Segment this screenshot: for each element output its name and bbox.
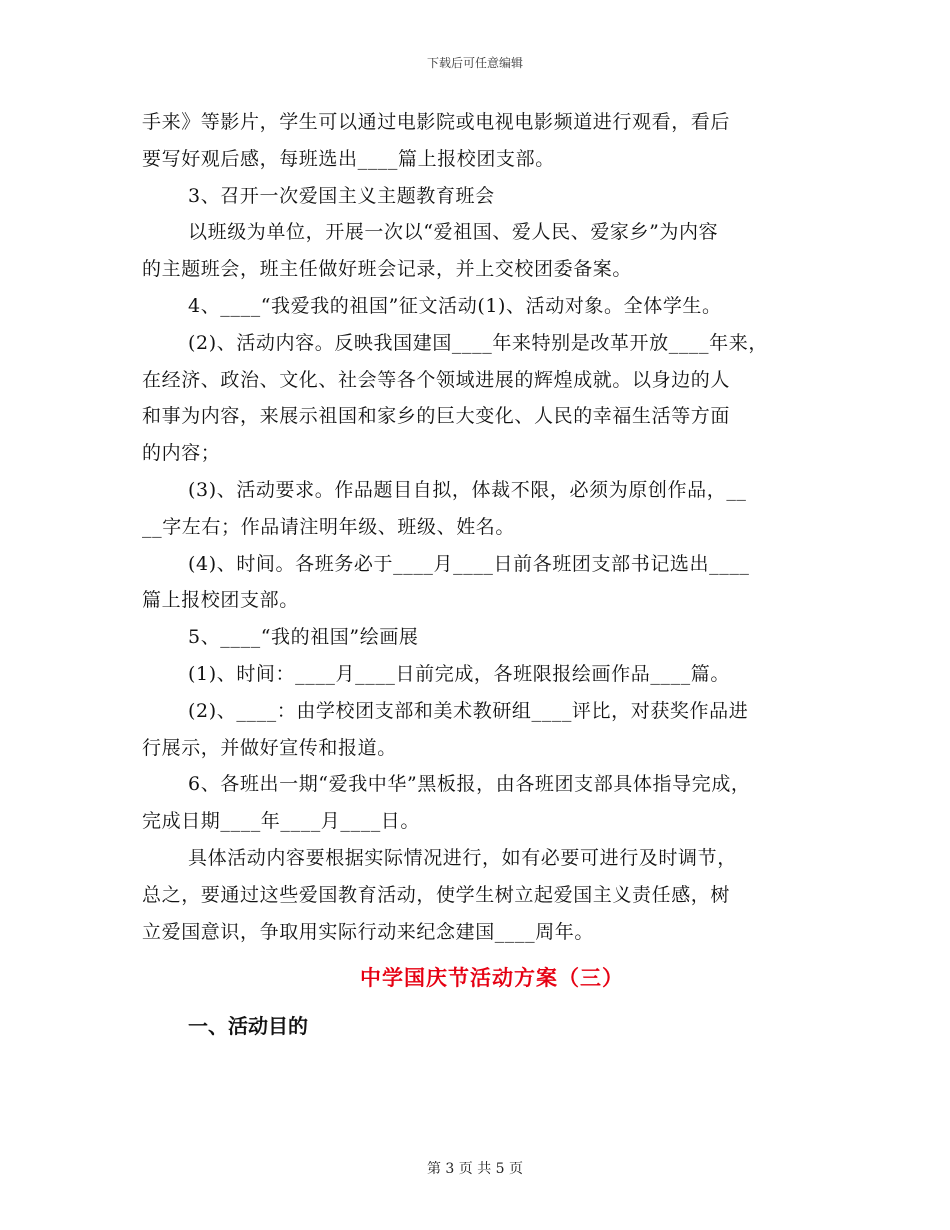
page-number: 第 3 页 共 5 页 — [426, 1161, 524, 1177]
section-heading: 一、活动目的 — [188, 1014, 308, 1039]
list-item-heading: 3、召开一次爱国主义主题教育班会 — [188, 184, 495, 207]
document-body — [142, 104, 812, 1046]
sub-item: (2)、活动内容。反映我国建国____年来特别是改革开放____年来， — [188, 331, 768, 354]
page-header: 下载后可任意编辑 — [426, 56, 523, 70]
sub-item: (1)、时间：____月____日前完成，各班限报绘画作品____篇。 — [188, 662, 730, 685]
text-line: 的主题班会，班主任做好班会记录，并上交校团委备案。 — [142, 258, 633, 281]
text-line: 要写好观后感，每班选出____篇上报校团支部。 — [142, 147, 555, 170]
sub-item: (3)、活动要求。作品题目自拟，体裁不限，必须为原创作品，__ — [188, 478, 747, 501]
text-line: 和事为内容，来展示祖国和家乡的巨大变化、人民的幸福生活等方面 — [142, 405, 731, 428]
list-item-heading: 4、____“我爱我的祖国”征文活动(1)、活动对象。全体学生。 — [188, 294, 722, 317]
text-line: 以班级为单位，开展一次以“爱祖国、爱人民、爱家乡”为内容 — [188, 221, 719, 244]
text-line: 总之，要通过这些爱国教育活动，使学生树立起爱国主义责任感，树 — [142, 883, 731, 906]
text-line: __字左右；作品请注明年级、班级、姓名。 — [142, 515, 516, 538]
section-title: 中学国庆节活动方案（三） — [360, 965, 624, 991]
text-line: 具体活动内容要根据实际情况进行，如有必要可进行及时调节， — [188, 846, 737, 869]
list-item-heading: 6、各班出一期“爱我中华”黑板报，由各班团支部具体指导完成， — [188, 773, 751, 796]
list-item-heading: 5、____“我的祖国”绘画展 — [188, 626, 419, 649]
sub-item: (4)、时间。各班务必于____月____日前各班团支部书记选出____ — [188, 552, 750, 575]
text-line: 篇上报校团支部。 — [142, 589, 299, 612]
text-line: 的内容； — [142, 442, 221, 465]
sub-item: (2)、____：由学校团支部和美术教研组____评比，对获奖作品进 — [188, 699, 749, 722]
text-line: 完成日期____年____月____日。 — [142, 810, 421, 833]
text-line: 行展示，并做好宣传和报道。 — [142, 736, 397, 759]
text-line: 在经济、政治、文化、社会等各个领域进展的辉煌成就。以身边的人 — [142, 368, 731, 391]
text-line: 手来》等影片，学生可以通过电影院或电视电影频道进行观看，看后 — [142, 111, 731, 133]
text-line: 立爱国意识，争取用实际行动来纪念建国____周年。 — [142, 920, 595, 943]
